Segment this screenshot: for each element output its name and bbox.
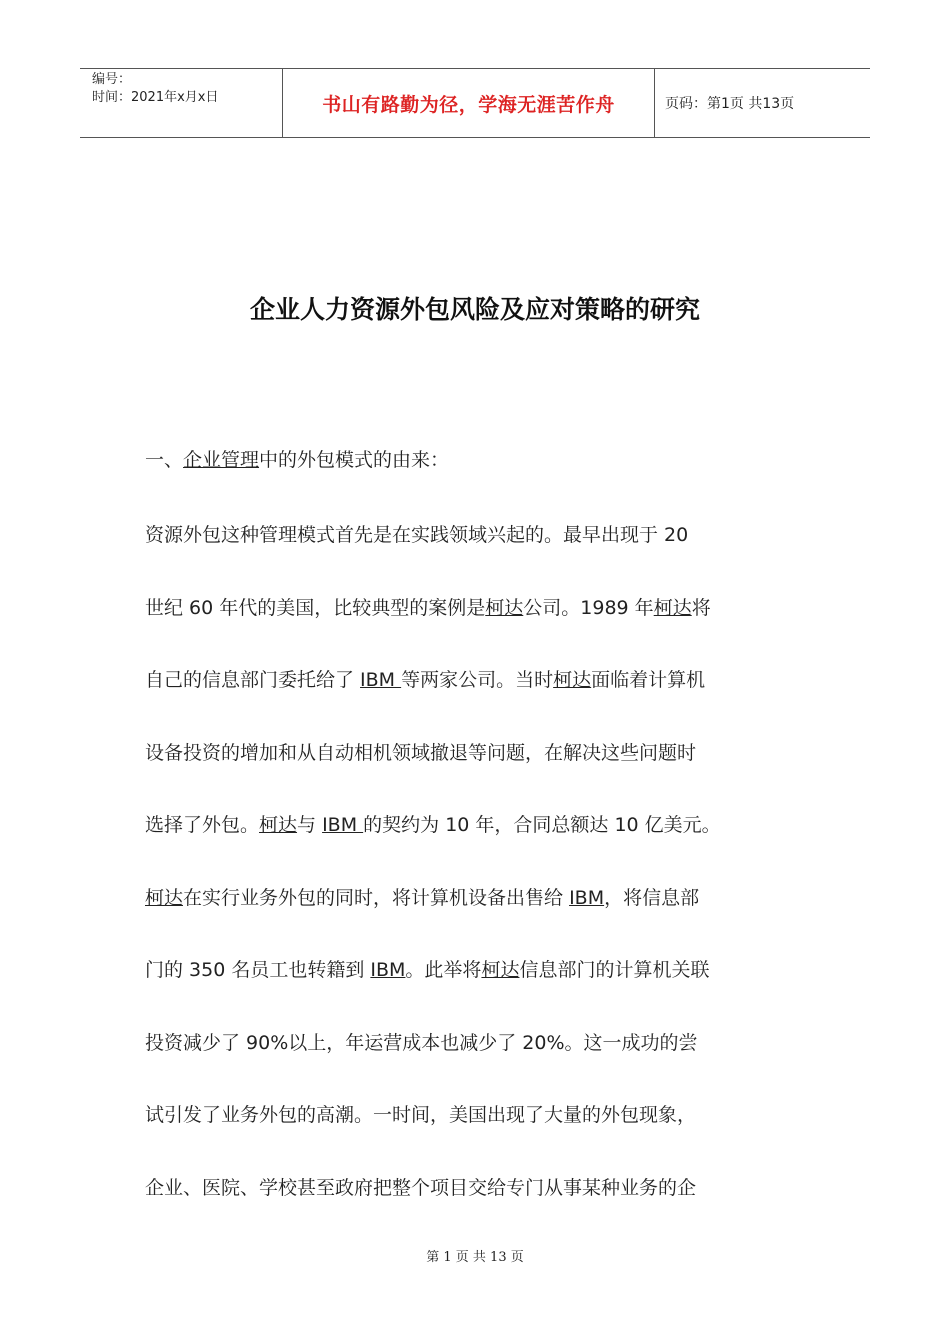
enterprise-management-link[interactable]: 企业管理 (183, 449, 260, 471)
serial-number-label: 编号： (92, 72, 132, 87)
text-segment: 世纪 60 年代的美国，比较典型的案例是 (145, 596, 486, 619)
text-segment: 与 (297, 814, 323, 836)
keyword-link[interactable]: IBM (322, 814, 364, 836)
text-segment: 将 (691, 596, 711, 619)
header-motto: 书山有路勤为径，学海无涯苦作舟 (282, 69, 655, 137)
text-segment: 等两家公司。当时 (401, 669, 554, 691)
text-segment: 企业、医院、学校甚至政府把整个项目交给专门从事某种业务的企 (145, 1176, 697, 1199)
text-segment: 自己的信息部门委托给了 (145, 669, 361, 691)
paragraph-line (145, 1095, 815, 1168)
keyword-link[interactable]: IBM (370, 959, 406, 981)
date-label: 时间：2021年x月x日 (92, 90, 219, 105)
paragraph-line (145, 1023, 815, 1096)
text-segment: 资源外包这种管理模式首先是在实践领域兴起的。最早出现于 20 (145, 524, 689, 546)
paragraph-line (145, 950, 815, 1023)
keyword-link[interactable]: IBM (360, 669, 402, 691)
text-segment: 选择了外包。 (145, 814, 260, 836)
text-segment: ，将信息部 (604, 886, 700, 909)
keyword-link[interactable]: 柯达 (653, 596, 692, 619)
header-meta (80, 69, 282, 137)
section-heading-suffix: 中的外包模式的由来： (259, 449, 450, 471)
paragraph-line (145, 878, 815, 951)
section-heading (145, 440, 815, 515)
keyword-link[interactable]: 柯达 (481, 959, 520, 981)
keyword-link[interactable]: 柯达 (553, 669, 592, 691)
text-segment: 的契约为 10 年，合同总额达 10 亿美元。 (363, 814, 721, 836)
keyword-link[interactable]: IBM (569, 886, 605, 909)
text-segment: 在实行业务外包的同时，将计算机设备出售给 (183, 886, 570, 909)
page-header (80, 68, 870, 138)
keyword-link[interactable]: 柯达 (485, 596, 524, 619)
page-footer: 第 1 页 共 13 页 (426, 1250, 524, 1265)
text-segment: 设备投资的增加和从自动相机领域撤退等问题，在解决这些问题时 (145, 741, 697, 764)
text-segment: 信息部门的计算机关联 (519, 959, 710, 981)
text-segment: 。此举将 (405, 959, 482, 981)
document-title: 企业人力资源外包风险及应对策略的研究 (249, 295, 700, 324)
text-segment: 试引发了业务外包的高潮。一时间，美国出现了大量的外包现象， (145, 1104, 697, 1126)
paragraph-line (145, 1168, 815, 1241)
paragraph-line (145, 515, 815, 588)
text-segment: 门的 350 名员工也转籍到 (145, 959, 371, 981)
paragraph-line (145, 733, 815, 806)
paragraph-line (145, 660, 815, 733)
text-segment: 投资减少了 90%以上，年运营成本也减少了 20%。这一成功的尝 (145, 1031, 698, 1054)
text-segment: 公司。1989 年 (523, 596, 654, 619)
paragraph-line (145, 588, 815, 661)
text-segment: 面临着计算机 (591, 669, 706, 691)
header-page-info: 页码：第1页 共13页 (665, 96, 795, 112)
document-body (145, 440, 815, 1240)
paragraph (145, 515, 815, 1240)
paragraph-line (145, 805, 815, 878)
keyword-link[interactable]: 柯达 (145, 886, 184, 909)
section-heading-prefix: 一、 (145, 449, 184, 471)
keyword-link[interactable]: 柯达 (259, 814, 298, 836)
